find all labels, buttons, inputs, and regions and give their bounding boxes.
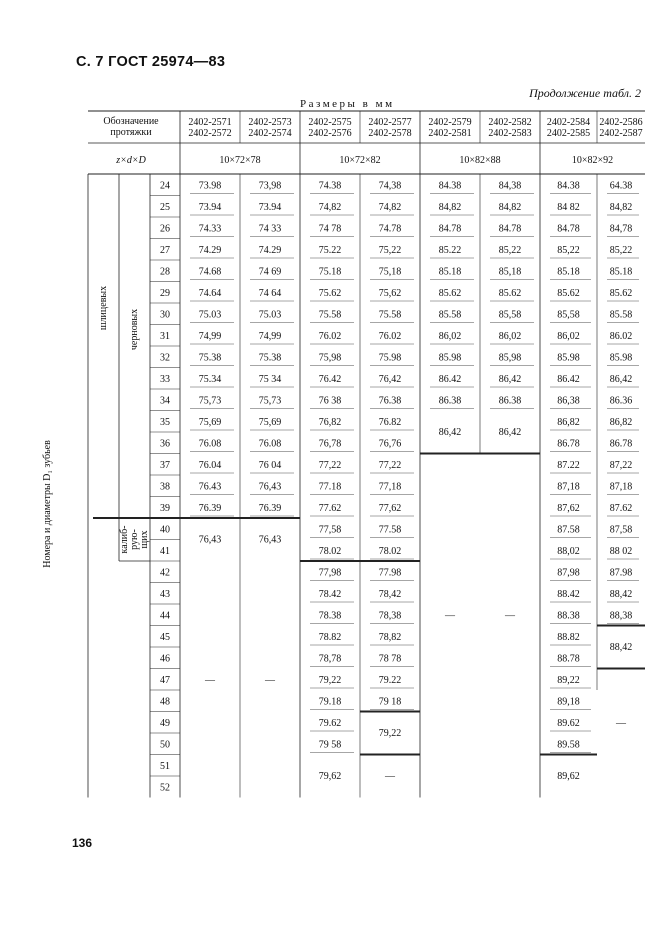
col2-value: 76.08 <box>258 438 282 450</box>
col3-value: 78.02 <box>318 545 342 557</box>
tooth-number: 30 <box>160 309 170 321</box>
col4-value: 75.58 <box>378 309 402 321</box>
col2-value: 74 64 <box>258 287 282 299</box>
col8-empty-dash: — <box>616 717 626 729</box>
col4-value: 79.22 <box>378 674 402 686</box>
col1-value: 75.38 <box>198 352 222 364</box>
rough-teeth-label: черновых <box>129 308 140 351</box>
col8-value: 86,82 <box>609 416 633 428</box>
page-header-title: С. 7 ГОСТ 25974—83 <box>76 54 226 70</box>
col5-value: 84.38 <box>438 180 462 192</box>
col4-value: 77,22 <box>378 459 402 471</box>
calibrating-teeth-label: калиб- <box>119 525 130 554</box>
tooth-number: 39 <box>160 502 170 514</box>
broach-designation: 2402-2583 <box>488 128 532 139</box>
tooth-number: 33 <box>160 373 170 385</box>
col2-value: 74.29 <box>258 244 282 256</box>
col6-merged-value: 86,42 <box>498 427 522 438</box>
tooth-number: 34 <box>160 395 170 407</box>
col8-value: 87,22 <box>609 459 633 471</box>
col5-merged-value: 86,42 <box>438 427 462 438</box>
col1-value: 75.34 <box>198 373 222 385</box>
col3-value: 75,98 <box>318 352 342 364</box>
tooth-number: 37 <box>160 459 170 471</box>
spline-size-2: 10×82×88 <box>459 155 501 166</box>
col1-value: 76.04 <box>198 459 222 471</box>
designation-label: Обозначение <box>103 116 159 127</box>
col8-value: 87,58 <box>609 524 633 536</box>
col6-value: 85,58 <box>498 309 522 321</box>
tooth-number: 36 <box>160 438 170 450</box>
col4-value: 76.38 <box>378 395 402 407</box>
col3-value: 76.02 <box>318 330 342 342</box>
col8-value: 84,78 <box>609 223 633 235</box>
tooth-number: 27 <box>160 244 170 256</box>
col4-value: 76.02 <box>378 330 402 342</box>
col7-value: 88.82 <box>557 631 580 643</box>
col4-value: 75,62 <box>378 287 402 299</box>
col7-value: 87,98 <box>557 567 580 579</box>
broach-designation: 2402-2576 <box>308 128 352 139</box>
col8-value: 85.98 <box>609 352 633 364</box>
col8-value: 85.58 <box>609 309 633 321</box>
col7-value: 89.62 <box>557 717 580 729</box>
col1-value: 74.68 <box>198 266 222 278</box>
col4-value: 75,18 <box>378 266 402 278</box>
col1-value: 74.29 <box>198 244 222 256</box>
col6-value: 84,38 <box>498 180 522 192</box>
tooth-number: 24 <box>160 180 170 192</box>
col8-merged-value: 88,42 <box>609 642 633 653</box>
col1-value: 74.33 <box>198 223 222 235</box>
col2-value: 74,99 <box>258 330 282 342</box>
tooth-number: 31 <box>160 330 170 342</box>
col4-value: 78 78 <box>378 653 402 665</box>
col4-value: 75.98 <box>378 352 402 364</box>
col7-value: 84.38 <box>557 180 580 192</box>
col8-value: 64.38 <box>609 180 633 192</box>
col2-merged-value: 76,43 <box>258 534 282 546</box>
col8-value: 88 02 <box>609 545 633 557</box>
col3-value: 77.18 <box>318 481 342 493</box>
row-group-label: Номера и диаметры D₁ зубьев <box>42 440 53 568</box>
col8-value: 87,18 <box>609 481 633 493</box>
tooth-number: 47 <box>160 674 170 686</box>
col3-value: 76.42 <box>318 373 342 385</box>
calibrating-teeth-label: щих <box>139 530 150 549</box>
col4-value: 75,22 <box>378 244 402 256</box>
broach-designation: 2402-2581 <box>428 128 472 139</box>
col8-value: 87.98 <box>609 567 633 579</box>
dimensions-unit-label: Размеры в мм <box>300 98 395 110</box>
col4-value: 76,76 <box>378 438 402 450</box>
col2-value: 76 04 <box>258 459 282 471</box>
col3-value: 78.38 <box>318 610 342 622</box>
broach-designation: 2402-2573 <box>248 117 292 128</box>
col8-value: 86.36 <box>609 395 633 407</box>
broach-designation: 2402-2579 <box>428 117 472 128</box>
tooth-number: 41 <box>160 545 170 557</box>
col7-value: 88.78 <box>557 653 580 665</box>
tooth-number: 43 <box>160 588 170 600</box>
broach-designation: 2402-2584 <box>546 117 591 128</box>
col4-merged-value: 79,22 <box>378 728 402 739</box>
col4-value: 77,62 <box>378 502 402 514</box>
col1-value: 73.98 <box>198 180 222 192</box>
col4-value: 76.82 <box>378 416 402 428</box>
col3-value: 79 58 <box>318 739 342 751</box>
col3-merged-value: 79,62 <box>318 771 342 782</box>
tooth-number: 50 <box>160 739 170 751</box>
col6-value: 84,82 <box>498 201 522 213</box>
broach-designation: 2402-2578 <box>368 128 412 139</box>
col3-value: 77,58 <box>318 524 342 536</box>
spline-parameter-label: z×d×D <box>116 155 146 166</box>
col8-value: 85.62 <box>609 287 633 299</box>
col2-value: 76,43 <box>258 481 282 493</box>
col7-merged-value: 89,62 <box>557 771 580 782</box>
col4-value: 77.98 <box>378 567 402 579</box>
col4-value: 78,38 <box>378 610 402 622</box>
col7-value: 84 82 <box>557 201 580 213</box>
col5-value: 85.58 <box>438 309 462 321</box>
col8-value: 86.78 <box>609 438 633 450</box>
broach-designation: 2402-2572 <box>188 128 232 139</box>
col7-value: 86,38 <box>557 395 580 407</box>
col3-value: 76 38 <box>318 395 342 407</box>
col7-value: 85.62 <box>557 287 580 299</box>
col1-value: 74.64 <box>198 287 222 299</box>
col6-value: 86,02 <box>498 330 522 342</box>
broach-designation: 2402-2575 <box>308 117 352 128</box>
col5-value: 86,02 <box>438 330 462 342</box>
col5-empty-dash: — <box>445 610 455 622</box>
col1-value: 75,73 <box>198 395 222 407</box>
col2-value: 75,73 <box>258 395 282 407</box>
spline-size-3: 10×82×92 <box>571 155 614 166</box>
col3-value: 76,78 <box>318 438 342 450</box>
col2-value: 73,98 <box>258 180 282 192</box>
broach-designation: 2402-2582 <box>488 117 532 128</box>
col2-value: 75 34 <box>258 373 282 385</box>
col2-value: 73.94 <box>258 201 282 213</box>
col3-value: 75.62 <box>318 287 342 299</box>
col4-value: 74,82 <box>378 201 402 213</box>
col1-value: 76.43 <box>198 481 222 493</box>
tooth-number: 35 <box>160 416 170 428</box>
col7-value: 86.42 <box>557 373 580 385</box>
broach-designation: 2402-2585 <box>546 128 591 139</box>
col5-value: 85.98 <box>438 352 462 364</box>
col6-empty-dash: — <box>505 610 515 622</box>
col5-value: 85.18 <box>438 266 462 278</box>
col6-value: 85,22 <box>498 244 522 256</box>
col5-value: 84.78 <box>438 223 462 235</box>
col3-value: 74,82 <box>318 201 342 213</box>
col3-value: 74 78 <box>318 223 342 235</box>
col2-value: 75.03 <box>258 309 282 321</box>
col6-value: 85,18 <box>498 266 522 278</box>
col4-value: 77,18 <box>378 481 402 493</box>
col7-value: 87.58 <box>557 524 580 536</box>
broach-designation: 2402-2587 <box>599 128 643 139</box>
col8-value: 86.02 <box>609 330 633 342</box>
col3-value: 76,82 <box>318 416 342 428</box>
col4-value: 77.58 <box>378 524 402 536</box>
col7-value: 89,22 <box>557 674 580 686</box>
col2-value: 75,69 <box>258 416 282 428</box>
col3-value: 78.82 <box>318 631 342 643</box>
col1-value: 74,99 <box>198 330 222 342</box>
col7-value: 89,18 <box>557 696 580 708</box>
col3-value: 75.18 <box>318 266 342 278</box>
col5-value: 86.38 <box>438 395 462 407</box>
col3-value: 78,78 <box>318 653 342 665</box>
col7-value: 84.78 <box>557 223 580 235</box>
broach-designation: 2402-2586 <box>599 117 643 128</box>
broach-designation: 2402-2574 <box>248 128 292 139</box>
col6-value: 84.78 <box>498 223 522 235</box>
spline-size-1: 10×72×82 <box>339 155 381 166</box>
tooth-number: 29 <box>160 287 170 299</box>
col8-value: 88,38 <box>609 610 633 622</box>
col3-value: 75.58 <box>318 309 342 321</box>
col4-value: 76,42 <box>378 373 402 385</box>
col8-value: 85.18 <box>609 266 633 278</box>
col1-value: 73.94 <box>198 201 222 213</box>
col3-value: 74.38 <box>318 180 342 192</box>
col5-value: 85.62 <box>438 287 462 299</box>
tooth-number: 40 <box>160 524 170 536</box>
tooth-number: 45 <box>160 631 170 643</box>
col7-value: 87.22 <box>557 459 580 471</box>
col8-value: 86,42 <box>609 373 633 385</box>
col7-value: 86,02 <box>557 330 580 342</box>
col2-empty-dash: — <box>265 674 275 686</box>
col2-value: 74 33 <box>258 223 282 235</box>
col5-value: 84,82 <box>438 201 462 213</box>
col3-value: 75.22 <box>318 244 342 256</box>
designation-label-cont: протяжки <box>110 127 152 138</box>
col7-value: 85.98 <box>557 352 580 364</box>
tooth-number: 49 <box>160 717 170 729</box>
col4-value: 78,42 <box>378 588 402 600</box>
calibrating-teeth-label: рую- <box>129 529 140 550</box>
col6-value: 86.38 <box>498 395 522 407</box>
spline-teeth-label: шлицевых <box>98 285 109 331</box>
col7-value: 85,58 <box>557 309 580 321</box>
col6-value: 85.62 <box>498 287 522 299</box>
col1-value: 76.39 <box>198 502 222 514</box>
col7-value: 86.78 <box>557 438 580 450</box>
tooth-number: 44 <box>160 610 170 622</box>
tooth-number: 28 <box>160 266 170 278</box>
col1-empty-dash: — <box>205 674 215 686</box>
col5-value: 86.42 <box>438 373 462 385</box>
col7-value: 89.58 <box>557 739 580 751</box>
col3-value: 77.62 <box>318 502 342 514</box>
col4-empty-dash: — <box>385 770 395 782</box>
col4-value: 74,38 <box>378 180 402 192</box>
col5-value: 85.22 <box>438 244 462 256</box>
col3-value: 79.62 <box>318 717 342 729</box>
col7-value: 88.42 <box>557 588 580 600</box>
broach-designation: 2402-2571 <box>188 117 232 128</box>
col7-value: 88.38 <box>557 610 580 622</box>
col8-value: 87.62 <box>609 502 633 514</box>
col4-value: 79 18 <box>378 696 402 708</box>
tooth-number: 48 <box>160 696 170 708</box>
tooth-number: 42 <box>160 567 170 579</box>
col8-value: 85,22 <box>609 244 633 256</box>
col7-value: 85.18 <box>557 266 580 278</box>
col4-value: 78.02 <box>378 545 402 557</box>
col3-value: 77,22 <box>318 459 342 471</box>
col2-value: 75.38 <box>258 352 282 364</box>
col7-value: 87,62 <box>557 502 580 514</box>
col3-value: 78.42 <box>318 588 342 600</box>
col3-value: 79,22 <box>318 674 342 686</box>
col3-value: 79.18 <box>318 696 342 708</box>
col6-value: 85,98 <box>498 352 522 364</box>
col7-value: 86,82 <box>557 416 580 428</box>
page-number: 136 <box>72 836 93 850</box>
col4-value: 74.78 <box>378 223 402 235</box>
col4-value: 78,82 <box>378 631 402 643</box>
tooth-number: 32 <box>160 352 170 364</box>
tooth-number: 26 <box>160 223 170 235</box>
col7-value: 88,02 <box>557 545 580 557</box>
col7-value: 87,18 <box>557 481 580 493</box>
tooth-number: 38 <box>160 481 170 493</box>
tooth-number: 51 <box>160 760 170 772</box>
tooth-number: 52 <box>160 782 170 794</box>
tooth-number: 46 <box>160 653 170 665</box>
col1-value: 76.08 <box>198 438 222 450</box>
col8-value: 84,82 <box>609 201 633 213</box>
table-continuation-label: Продолжение табл. 2 <box>529 86 641 100</box>
tooth-number: 25 <box>160 201 170 213</box>
col1-value: 75.03 <box>198 309 222 321</box>
broach-designation: 2402-2577 <box>368 117 412 128</box>
spline-size-0: 10×72×78 <box>219 155 261 166</box>
col8-value: 88,42 <box>609 588 633 600</box>
col2-value: 76.39 <box>258 502 282 514</box>
col1-value: 75,69 <box>198 416 222 428</box>
col3-value: 77,98 <box>318 567 342 579</box>
col1-merged-value: 76,43 <box>198 534 222 546</box>
col2-value: 74 69 <box>258 266 282 278</box>
col6-value: 86,42 <box>498 373 522 385</box>
col7-value: 85,22 <box>557 244 580 256</box>
